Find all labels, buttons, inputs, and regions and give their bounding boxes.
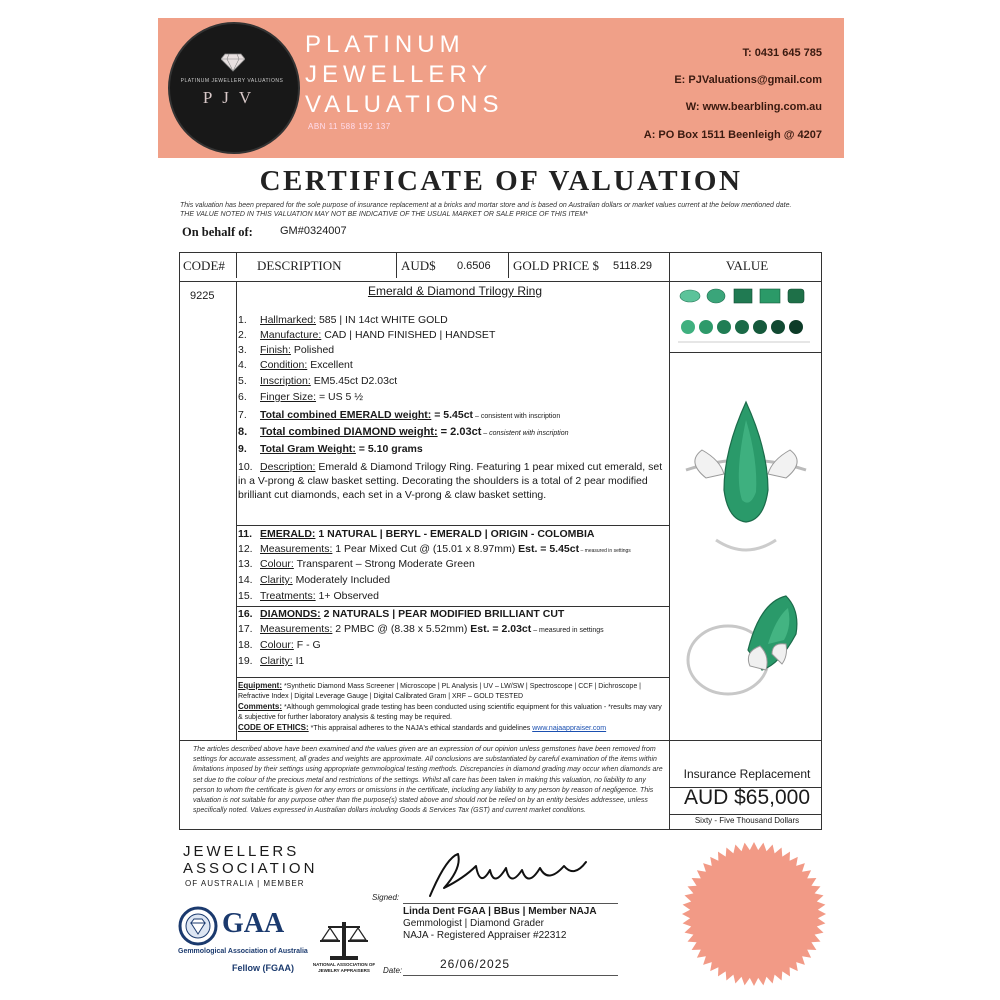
gaa-emblem-icon bbox=[178, 906, 218, 946]
contact-email: E: PJValuations@gmail.com bbox=[674, 74, 822, 86]
insurance-value-words: Sixty - Five Thousand Dollars bbox=[694, 816, 800, 825]
behalf-label: On behalf of: bbox=[182, 225, 253, 239]
col-divider bbox=[236, 252, 237, 278]
section-divider bbox=[236, 677, 669, 678]
gold-price-label: GOLD PRICE $ bbox=[513, 258, 599, 273]
seal-stamp bbox=[680, 840, 828, 988]
description-header: DESCRIPTION bbox=[257, 258, 342, 273]
contact-phone: T: 0431 645 785 bbox=[742, 47, 822, 59]
item-title: Emerald & Diamond Trilogy Ring bbox=[367, 284, 543, 298]
spec-line-4: 4. Condition: Excellent bbox=[238, 359, 353, 371]
emerald-colour-chart bbox=[676, 286, 816, 350]
contact-address: A: PO Box 1511 Beenleigh @ 4207 bbox=[643, 129, 822, 141]
section-divider bbox=[236, 525, 669, 526]
spec-line-18: 18. Colour: F - G bbox=[238, 639, 321, 651]
legal-statement: The articles described above have been examined and the values given are an expression of our opinion unless gemstones have been removed from settings for accurate assessment, all grades and weights are approximate. All conclusions are substantiated by careful examination of the items within limitations imposed by their settings using appropriate gemmological testing methods. Discrepancies in diamond grading may occur when diamonds are set due to the colour of the precious metal and restrictions of the settings. Whilst all care has been taken in making this valuation, no liability to any person to whom the certificate is given for any errors or omissions in the certificate, including any liability to any person by reason of negligence. This valuation is not suitable for any purpose other than the purpose(s) stated above and should not be relied on by an entity besides addressee, unless specifically noted. Values expressed in Australian dollars including Goods & Services Tax (GST) and current market conditions. bbox=[193, 746, 663, 815]
spec-line-8: 8. Total combined DIAMOND weight: = 2.03ct – consistent with inscription bbox=[238, 426, 569, 438]
logo-initials: PJV bbox=[202, 88, 262, 107]
spec-line-14: 14. Clarity: Moderately Included bbox=[238, 574, 391, 586]
spec-line-2: 2. Manufacture: CAD | HAND FINISHED | HANDSET bbox=[238, 329, 496, 341]
gaa-name: Gemmological Association of Australia bbox=[178, 948, 308, 955]
jaa-line-1: JEWELLERS bbox=[183, 843, 300, 860]
signer-role: Gemmologist | Diamond Grader bbox=[403, 918, 544, 929]
ring-side-view bbox=[676, 590, 816, 720]
date-value: 26/06/2025 bbox=[440, 957, 511, 971]
comments-line: Comments: *Although gemmological grade testing has been conducted using scientific equipment for this valuation - *results may vary & subjective for further laboratory analysis & testing may be required. bbox=[238, 702, 662, 721]
behalf-value: GM#0324007 bbox=[280, 225, 347, 237]
signer-block bbox=[403, 906, 597, 942]
equipment-notes bbox=[238, 681, 666, 734]
spec-line-13: 13. Colour: Transparent – Strong Moderate Green bbox=[238, 558, 475, 570]
signer-name: Linda Dent FGAA | BBus | Member NAJA bbox=[403, 906, 597, 917]
brand-line-2: JEWELLERY bbox=[305, 61, 493, 88]
insurance-value: AUD $65,000 bbox=[683, 786, 811, 809]
jaa-line-2: ASSOCIATION bbox=[183, 860, 318, 877]
spec-line-11: 11. EMERALD: 1 NATURAL | BERYL - EMERALD | ORIGIN - COLOMBIA bbox=[238, 528, 595, 540]
jaa-logo bbox=[183, 843, 318, 877]
naja-logo-text: NATIONAL ASSOCIATION OF JEWELRY APPRAISERS bbox=[312, 962, 376, 973]
disclaimer-line-1: This valuation has been prepared for the sole purpose of insurance replacement at a bricks and mortar store and is based on Australian dollars or market values current at the below mentioned date. bbox=[180, 202, 792, 209]
naja-link[interactable]: www.najaappraiser.com bbox=[532, 725, 607, 732]
code-header: CODE# bbox=[183, 258, 225, 273]
signer-registration: NAJA - Registered Appraiser #22312 bbox=[403, 930, 567, 941]
item-code: 9225 bbox=[190, 290, 215, 302]
disclaimer bbox=[180, 201, 840, 219]
naja-scales-icon bbox=[316, 918, 372, 962]
spec-line-17: 17. Measurements: 2 PMBC @ (8.38 x 5.52mm) Est. = 2.03ct – measured in settings bbox=[238, 623, 604, 635]
table-header-divider bbox=[179, 281, 822, 282]
value-header: VALUE bbox=[725, 258, 769, 273]
contact-web: W: www.bearbling.com.au bbox=[685, 101, 822, 113]
abn-number: ABN 11 588 192 137 bbox=[308, 122, 391, 131]
signature-line bbox=[403, 903, 618, 904]
col-divider bbox=[508, 252, 509, 278]
gaa-fellow: Fellow (FGAA) bbox=[232, 963, 294, 973]
legal-divider bbox=[179, 740, 822, 741]
spec-line-9: 9. Total Gram Weight: = 5.10 grams bbox=[238, 443, 423, 455]
spec-line-3: 3. Finish: Polished bbox=[238, 344, 335, 356]
brand-line-3: VALUATIONS bbox=[305, 91, 504, 118]
date-line bbox=[403, 975, 618, 976]
spec-line-16: 16. DIAMONDS: 2 NATURALS | PEAR MODIFIED BRILLIANT CUT bbox=[238, 608, 565, 620]
insurance-line bbox=[669, 814, 822, 815]
disclaimer-line-2: THE VALUE NOTED IN THIS VALUATION MAY NOT BE INDICATIVE OF THE USUAL MARKET OR SALE PRICE OF THIS ITEM* bbox=[180, 211, 588, 218]
col-divider bbox=[396, 252, 397, 278]
jaa-member: OF AUSTRALIA | MEMBER bbox=[185, 879, 305, 888]
insurance-divider bbox=[669, 740, 670, 830]
seal-starburst bbox=[682, 842, 826, 986]
logo-small-text: PLATINUM JEWELLERY VALUATIONS bbox=[180, 78, 284, 84]
value-divider bbox=[669, 352, 822, 353]
signed-label: Signed: bbox=[372, 893, 400, 902]
date-label: Date: bbox=[383, 966, 403, 975]
ring-top-view bbox=[676, 380, 816, 580]
aud-label: AUD$ bbox=[401, 258, 436, 273]
spec-line-12: 12. Measurements: 1 Pear Mixed Cut @ (15.01 x 8.97mm) Est. = 5.45ct – measured in settings bbox=[238, 543, 631, 555]
spec-line-19: 19. Clarity: I1 bbox=[238, 655, 305, 667]
spec-line-15: 15. Treatments: 1+ Observed bbox=[238, 590, 379, 602]
insurance-label: Insurance Replacement bbox=[683, 767, 811, 781]
spec-line-6: 6. Finger Size: = US 5 ½ bbox=[238, 391, 364, 403]
value-col-divider bbox=[669, 252, 670, 758]
spec-line-1: 1. Hallmarked: 585 | IN 14ct WHITE GOLD bbox=[238, 314, 448, 326]
certificate-title: CERTIFICATE OF VALUATION bbox=[259, 165, 743, 197]
equipment-line: Equipment: *Synthetic Diamond Mass Screener | Microscope | PL Analysis | UV – LW/SW | Spectroscope | CCF | Dichroscope | Refractive Index | Digital Leverage Gauge | Digital Calibrated Gram | XRF – GOLD TESTED bbox=[238, 681, 641, 700]
code-col-divider bbox=[236, 281, 237, 740]
brand-name bbox=[305, 30, 503, 120]
ethics-line: CODE OF ETHICS: *This appraisal adheres to the NAJA's ethical standards and guidelines www.najaappraiser.com bbox=[238, 723, 607, 732]
aud-value: 0.6506 bbox=[457, 260, 491, 272]
gold-price-value: 5118.29 bbox=[613, 260, 652, 272]
brand-line-1: PLATINUM bbox=[305, 31, 465, 58]
signature bbox=[424, 848, 594, 904]
spec-line-10: 10. Description: Emerald & Diamond Trilogy Ring. Featuring 1 pear mixed cut emerald, set in a V-prong & claw basket setting. Decorating the shoulders is a total of 2 pear modified brilliant cut diamonds, each set in a V-prong & claw basket setting. bbox=[238, 461, 663, 501]
spec-line-5: 5. Inscription: EM5.45ct D2.03ct bbox=[238, 375, 398, 387]
spec-line-7: 7. Total combined EMERALD weight: = 5.45ct – consistent with inscription bbox=[238, 409, 561, 421]
diamond-icon bbox=[221, 52, 245, 72]
gaa-logo: GAA bbox=[222, 908, 285, 939]
